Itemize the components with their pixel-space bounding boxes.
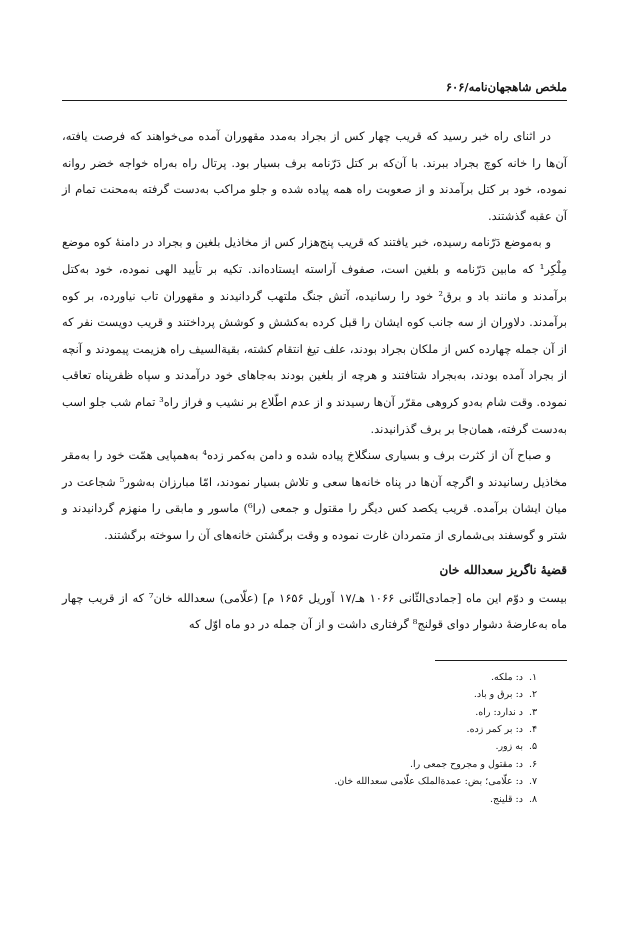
footnote-item bbox=[62, 721, 543, 738]
footnote-item bbox=[62, 756, 543, 773]
footnote-item bbox=[62, 791, 543, 808]
footnote-item bbox=[62, 669, 543, 686]
footnote-number: ۱. bbox=[529, 671, 538, 683]
footnote-item bbox=[62, 686, 543, 703]
footnote-text: د: برق و باد. bbox=[473, 689, 523, 701]
footnote-item bbox=[62, 773, 543, 790]
footnote-text: د ندارد: راه. bbox=[475, 706, 523, 718]
paragraph-2: و به‌موضع دَرّنامه رسیده، خبر یافتند که قریب پنج‌هزار کس از مخاذیل بلغین و بجراد در دامنهٔ کوه موضع مِلْکِر¹ که مابین دَرّنامه و بلغین است، صفوف آراسته ایستاده‌اند. تکیه بر تأیید الهی نموده، خود به‌کتل برآمدند و مانند باد و برق² خود را رسانیده، آتش جنگ ملتهب گردانیدند و مقهوران تاب نیاورده، بر کوه برآمدند. دلاوران از سه جانب کوه ایشان را قبل کرده به‌کشش و کوشش پرداختند و قریب دویست نفر که از آن جمله چهارده کس از ملکان بجراد بودند، علف تیغ انتقام کشته، بقیةالسیف راه هزیمت پیمودند و آنچه از بجراد آمده بودند، به‌بجراد شتافتند و هرچه از بلغین بودند به‌جاهای خود درآمدند و سپاه ظفرپناه تعاقب نموده. وقت شام به‌دو کروهی مقرّر آن‌ها رسیدند و از عدم اطّلاع بر نشیب و فراز راه³ تمام شب جلو اسب به‌دست گرفته، همان‌جا بر برف گذرانیدند. bbox=[62, 235, 567, 436]
footnote-text: د: بر کمر زده. bbox=[466, 723, 523, 735]
footnote-number: ۳. bbox=[529, 706, 538, 718]
footnotes bbox=[62, 669, 567, 808]
header-rule bbox=[62, 100, 567, 101]
footnote-item bbox=[62, 738, 543, 755]
footnote-text: د: ملکه. bbox=[490, 671, 523, 683]
footnote-text: د: قلینج. bbox=[489, 793, 523, 805]
paragraph-3: و صباح آن از کثرت برف و بسیاری سنگلاخ پیاده شده و دامن به‌کمر زده⁴ به‌همپایی همّت خود را به‌مقر مخاذیل رسانیدند و اگرچه آن‌ها در پناه خانه‌ها سعی و تلاش بسیار نمودند، امّا مبارزان به‌شور⁵ شجاعت در میان ایشان برآمده. قریب یکصد کس دیگر را مقتول و جمعی (را⁶) ماسور و مابقی را منهزم گردانیدند و شتر و گوسفند بی‌شماری از متمردان غارت نموده و وقت برگشتن خانه‌های آن را سوخته برگشتند. bbox=[62, 448, 567, 542]
footnote-number: ۵. bbox=[529, 741, 538, 753]
document-page bbox=[62, 76, 567, 808]
page-header bbox=[62, 76, 567, 94]
running-head: ملخص شاهجهان‌نامه/۶۰۶ bbox=[445, 80, 567, 94]
footnote-text: د: علّامی؛ بض: عمدةالملک علّامی سعدالله خان. bbox=[334, 776, 523, 788]
footnote-number: ۶. bbox=[529, 758, 538, 770]
paragraph-1: در اثنای راه خبر رسید که قریب چهار کس از بجراد به‌مدد مقهوران آمده می‌خواهند که فرصت یافته، آن‌ها را خانه کوچ بجراد ببرند. با آن‌که بر کتل دَرّنامه برف بسیار بود. پرتال راه به‌راه خواجه خضر روانه نموده، خود بر کتل برآمدند و از صعوبت راه همه پیاده شده و جلو مراکب به‌دست گرفته به‌محنت تمام از آن عقبه گذشتند. bbox=[62, 129, 567, 223]
footnote-rule bbox=[435, 660, 567, 661]
footnote-number: ۴. bbox=[529, 723, 538, 735]
paragraph-4: بیست و دوّم این ماه [جمادی‌الثّانی ۱۰۶۶ هـ/۱۷ آوریل ۱۶۵۶ م] (علّامی) سعدالله خان⁷ که از قریب چهار ماه به‌عارضهٔ دشوار دوای قولنج⁸ گرفتاری داشت و از آن جمله در دو ماه اوّل که bbox=[62, 590, 567, 632]
body-text bbox=[62, 123, 567, 638]
footnote-text: د: مقتول و مجروح جمعی را. bbox=[410, 758, 523, 770]
footnote-number: ۲. bbox=[529, 689, 538, 701]
footnote-number: ۸. bbox=[529, 793, 538, 805]
footnote-number: ۷. bbox=[529, 776, 538, 788]
footnote-text: به زور. bbox=[495, 741, 523, 753]
section-heading: قضیهٔ ناگریز سعدالله خان bbox=[439, 562, 567, 577]
footnote-item bbox=[62, 704, 543, 721]
